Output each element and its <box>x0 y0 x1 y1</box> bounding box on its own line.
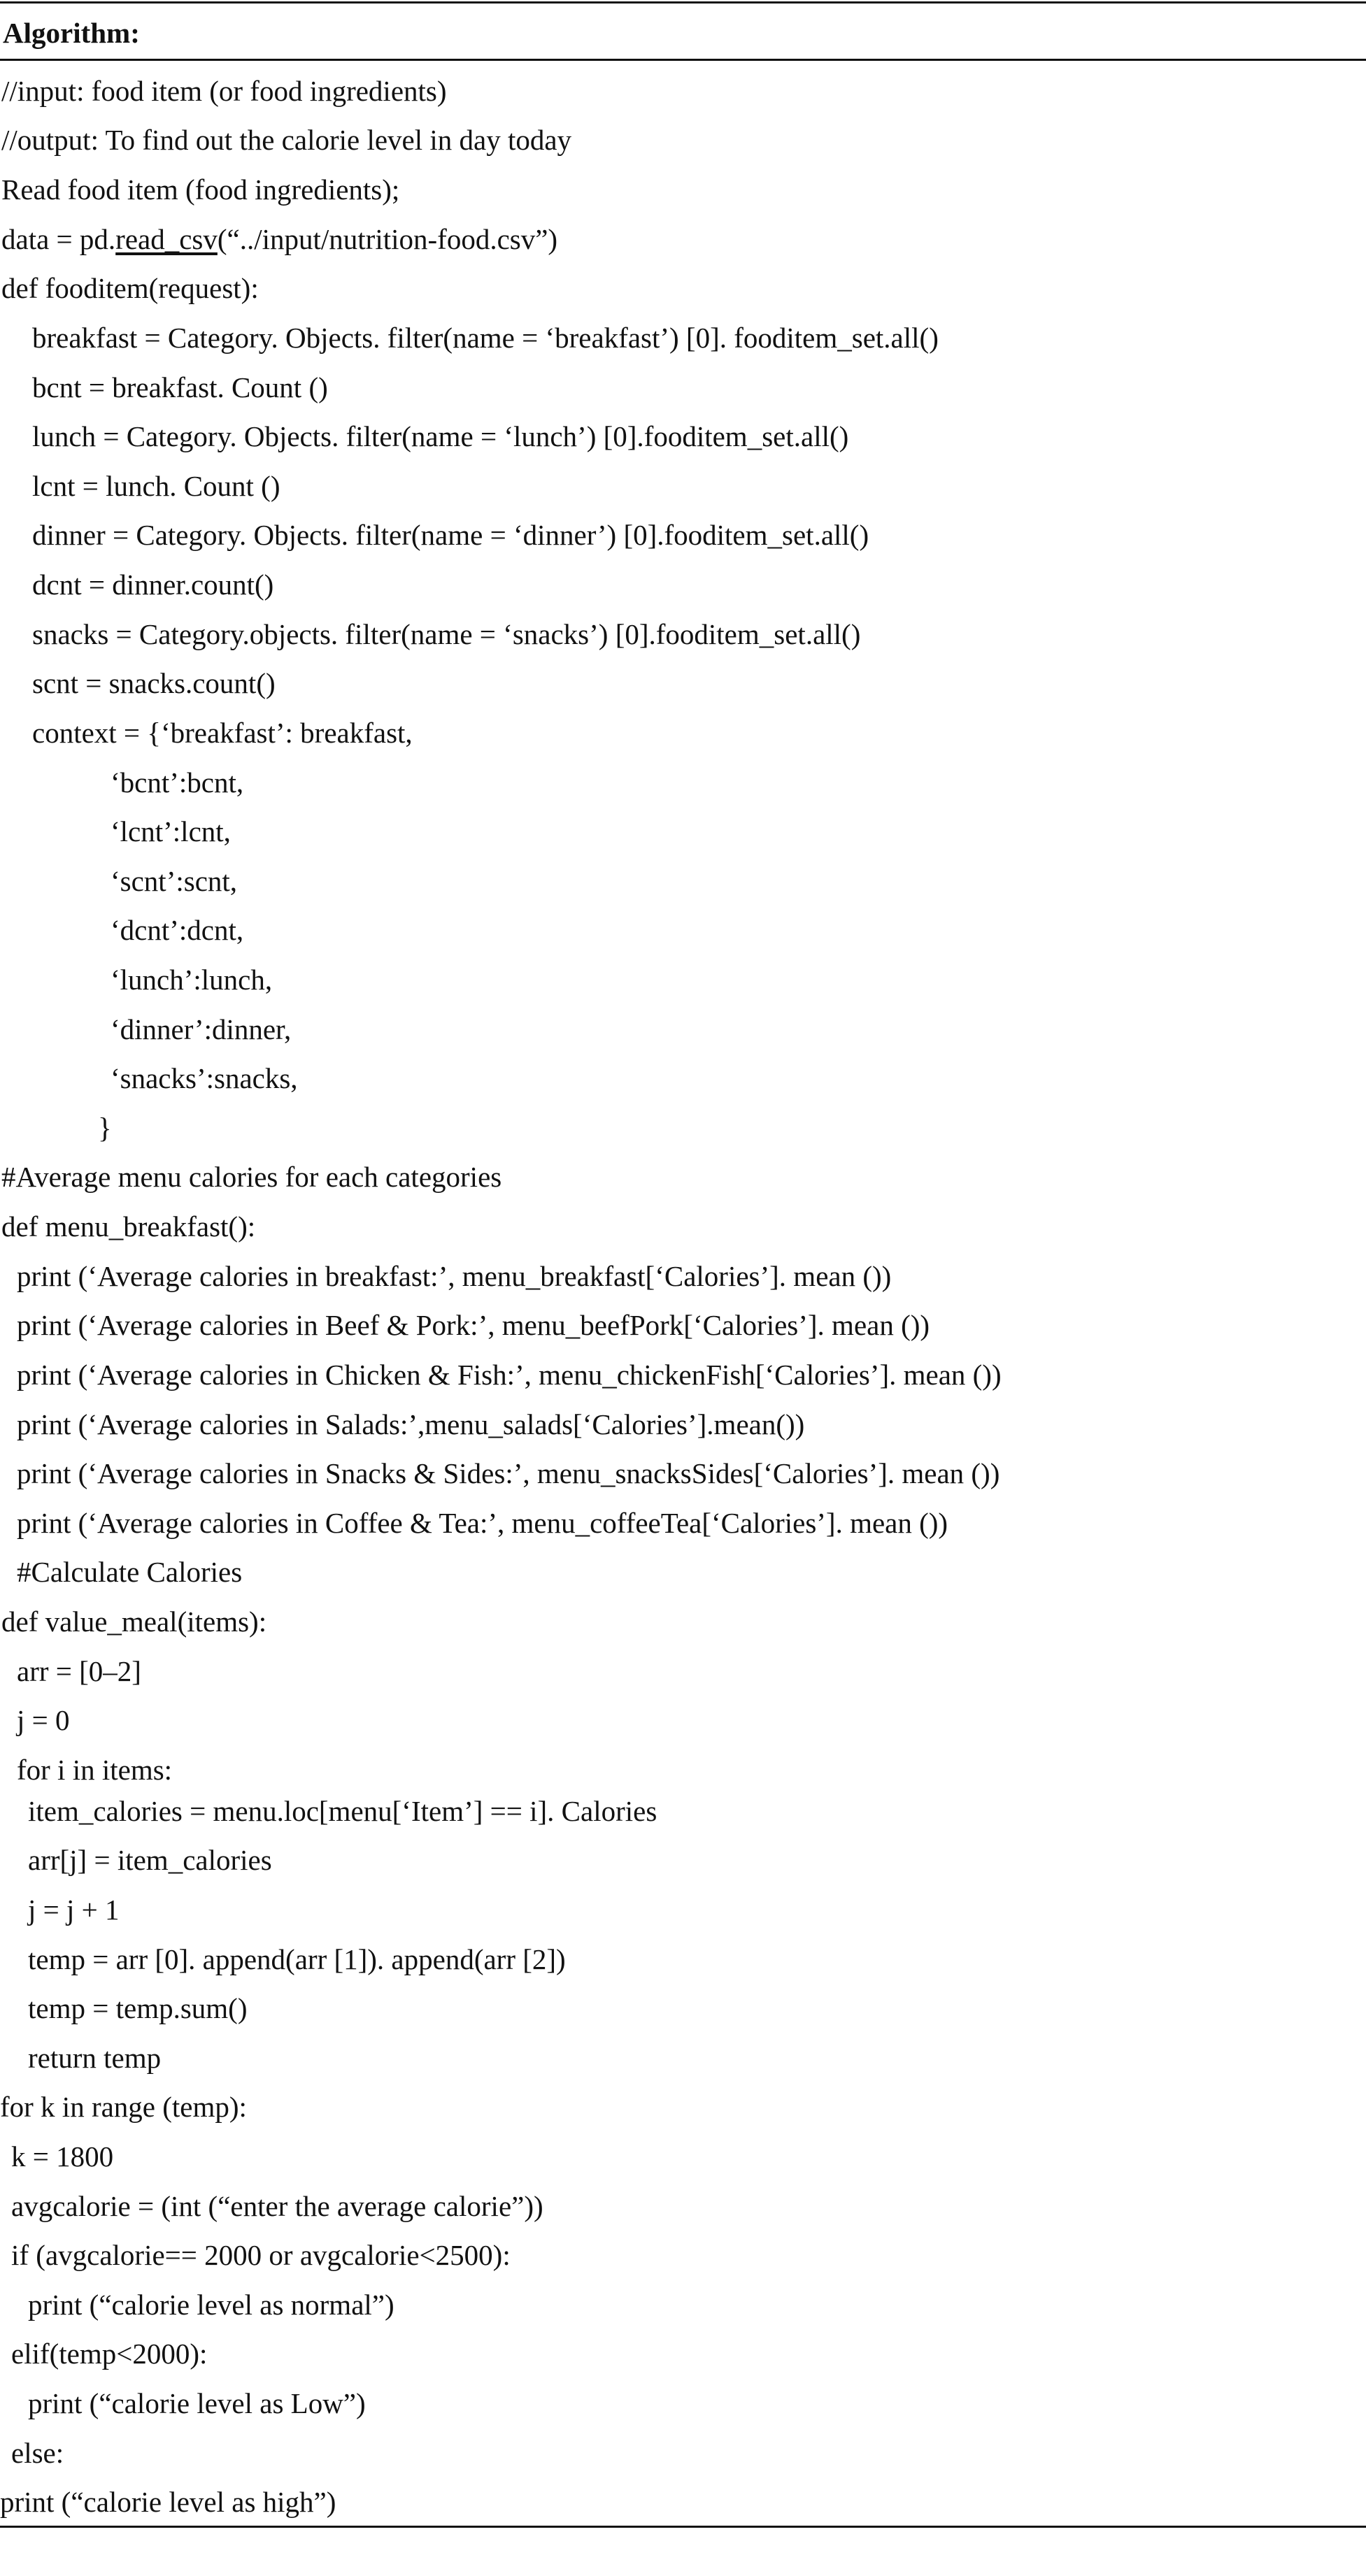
code-text: print (‘Average calories in Chicken & Fish:’, menu_chickenFish[‘Calories’]. mean ()) <box>17 1359 1002 1391</box>
code-text: j = 0 <box>17 1704 70 1736</box>
code-line <box>17 1407 804 1442</box>
code-text: data = pd. <box>1 223 116 255</box>
code-line <box>32 517 869 552</box>
code-text: k = 1800 <box>11 2140 114 2173</box>
code-text: def fooditem(request): <box>1 272 259 304</box>
code-text: breakfast = Category. Objects. filter(name = ‘breakfast’) [0]. fooditem_set.all() <box>32 322 939 354</box>
code-line <box>17 1456 999 1491</box>
code-text: if (avgcalorie== 2000 or avgcalorie<2500): <box>11 2239 511 2271</box>
code-text: } <box>98 1112 112 1144</box>
code-text: dinner = Category. Objects. filter(name = ‘dinner’) [0].fooditem_set.all() <box>32 519 869 551</box>
code-line <box>111 1012 291 1047</box>
code-text: Read food item (food ingredients); <box>1 173 400 206</box>
code-text: print (“calorie level as Low”) <box>28 2387 366 2419</box>
code-text: #Calculate Calories <box>17 1556 243 1588</box>
top-rule <box>0 1 1366 3</box>
code-text: //output: To find out the calorie level in day today <box>1 124 572 156</box>
code-line <box>17 1752 172 1787</box>
code-text: def value_meal(items): <box>1 1605 267 1638</box>
code-text: def menu_breakfast(): <box>1 1210 256 1243</box>
code-line <box>28 1842 272 1877</box>
code-text: context = {‘breakfast’: breakfast, <box>32 717 413 749</box>
code-line <box>111 814 231 849</box>
code-line <box>111 1061 298 1096</box>
code-line <box>1 271 259 306</box>
code-line <box>17 1654 141 1689</box>
code-text: ‘scnt’:scnt, <box>111 865 238 897</box>
code-line <box>1 1209 255 1244</box>
code-line <box>1 1604 266 1639</box>
code-line <box>111 765 243 800</box>
code-text: bcnt = breakfast. Count () <box>32 371 328 403</box>
code-text: j = j + 1 <box>28 1894 120 1926</box>
code-line <box>111 864 237 899</box>
code-text: print (“calorie level as normal”) <box>28 2289 394 2321</box>
code-line <box>1 73 447 108</box>
code-text: scnt = snacks.count() <box>32 667 276 699</box>
code-text: lcnt = lunch. Count () <box>32 470 280 502</box>
code-text: ‘bcnt’:bcnt, <box>111 766 244 799</box>
code-line <box>32 617 860 652</box>
code-text: temp = arr [0]. append(arr [1]). append(arr [2]) <box>28 1943 566 1975</box>
code-text: print (‘Average calories in breakfast:’, menu_breakfast[‘Calories’]. mean ()) <box>17 1260 892 1292</box>
code-line <box>32 419 848 454</box>
code-line <box>17 1357 1002 1392</box>
code-line <box>11 2189 543 2224</box>
code-line <box>28 2386 366 2421</box>
code-text: print (‘Average calories in Coffee & Tea:’, menu_coffeeTea[‘Calories’]. mean ()) <box>17 1507 948 1539</box>
code-text: print (“calorie level as high”) <box>0 2486 336 2518</box>
code-text: return temp <box>28 2042 162 2074</box>
code-text: arr = [0–2] <box>17 1655 141 1687</box>
code-text: #Average menu calories for each categories <box>1 1161 502 1193</box>
code-text: arr[j] = item_calories <box>28 1844 272 1876</box>
code-underlined-text: read_csv <box>115 223 218 255</box>
code-line <box>1 172 399 207</box>
code-line <box>28 1942 566 1977</box>
code-text: ‘snacks’:snacks, <box>111 1062 298 1094</box>
code-text: lunch = Category. Objects. filter(name = ‘lunch’) [0].fooditem_set.all() <box>32 420 849 452</box>
code-text: for k in range (temp): <box>0 2091 247 2123</box>
code-text: ‘lcnt’:lcnt, <box>111 815 231 847</box>
code-line <box>28 1991 248 2026</box>
code-line <box>17 1505 948 1540</box>
code-line <box>17 1259 891 1294</box>
code-line <box>0 2484 336 2519</box>
code-line <box>28 2040 161 2075</box>
code-line <box>11 2435 64 2470</box>
code-line <box>17 1554 242 1589</box>
code-line <box>32 715 413 750</box>
code-text: ‘lunch’:lunch, <box>111 964 273 996</box>
code-text: for i in items: <box>17 1754 173 1786</box>
code-line <box>11 2139 113 2174</box>
code-text: (“../input/nutrition-food.csv”) <box>217 223 558 255</box>
code-line <box>0 2089 247 2124</box>
code-text: print (‘Average calories in Salads:’,menu_salads[‘Calories’].mean()) <box>17 1408 805 1440</box>
code-text: avgcalorie = (int (“enter the average calorie”)) <box>11 2190 543 2222</box>
code-text: print (‘Average calories in Beef & Pork:’, menu_beefPork[‘Calories’]. mean ()) <box>17 1309 930 1341</box>
code-line <box>28 1794 657 1829</box>
code-line <box>28 2287 394 2322</box>
code-line <box>98 1110 112 1145</box>
code-line <box>11 2336 207 2371</box>
code-line <box>28 1892 120 1927</box>
code-text: dcnt = dinner.count() <box>32 568 274 601</box>
code-line <box>1 1159 501 1194</box>
code-line <box>1 222 557 257</box>
code-text: temp = temp.sum() <box>28 1992 248 2024</box>
header-rule <box>0 59 1366 61</box>
code-line <box>1 122 571 157</box>
code-line <box>111 913 243 947</box>
code-text: ‘dinner’:dinner, <box>111 1013 292 1045</box>
code-text: //input: food item (or food ingredients) <box>1 75 447 107</box>
code-line <box>32 468 280 503</box>
code-text: else: <box>11 2437 64 2469</box>
code-line <box>32 370 328 405</box>
code-line <box>111 962 272 997</box>
code-text: snacks = Category.objects. filter(name = ‘snacks’) [0].fooditem_set.all() <box>32 618 861 650</box>
code-line <box>17 1703 70 1738</box>
code-line <box>17 1308 930 1343</box>
code-line <box>32 666 276 701</box>
bottom-rule <box>0 2526 1366 2528</box>
code-text: elif(temp<2000): <box>11 2338 208 2370</box>
algorithm-title: Algorithm: <box>3 17 140 49</box>
code-line <box>32 320 939 355</box>
code-line <box>11 2238 511 2273</box>
code-text: item_calories = menu.loc[menu[‘Item’] == i]. Calories <box>28 1795 657 1827</box>
code-line <box>32 567 273 602</box>
code-text: print (‘Average calories in Snacks & Sides:’, menu_snacksSides[‘Calories’]. mean ()) <box>17 1457 1000 1489</box>
code-text: ‘dcnt’:dcnt, <box>111 914 244 946</box>
